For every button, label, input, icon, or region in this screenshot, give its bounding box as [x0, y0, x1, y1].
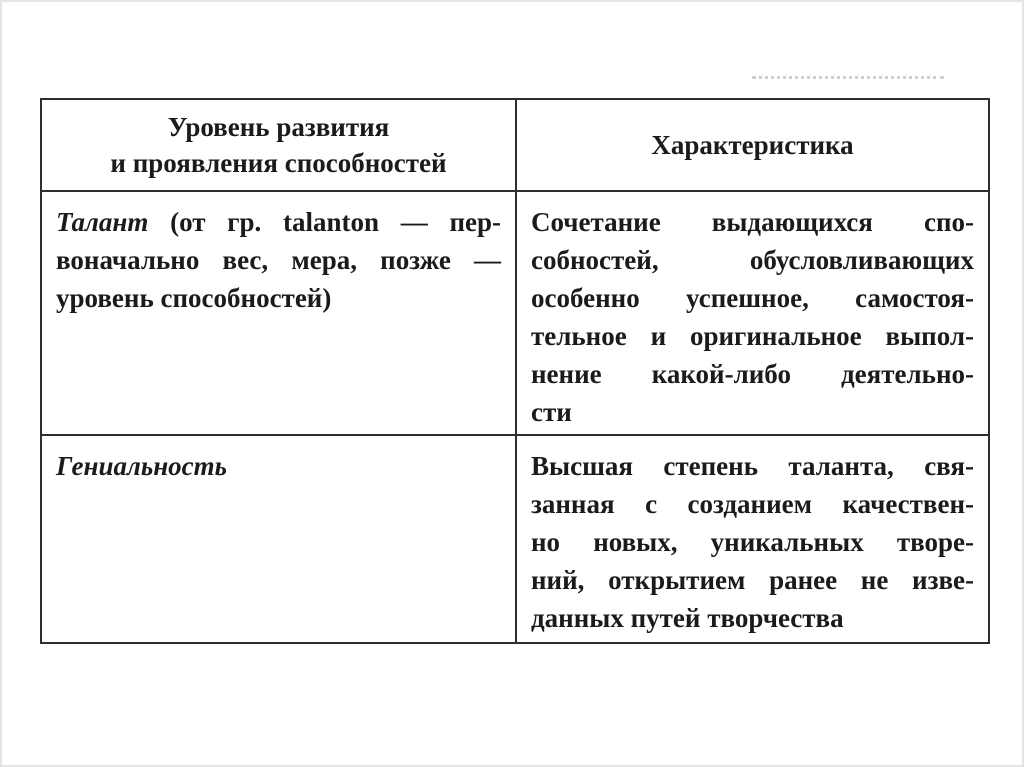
text-line: но новых, уникальных творе-: [531, 527, 974, 557]
cell-genius-term: [42, 434, 515, 642]
abilities-table: [40, 98, 990, 644]
text-line: нение какой-либо деятельно-: [531, 359, 974, 389]
text-line: Высшая степень таланта, свя-: [531, 451, 974, 481]
text-line: ний, открытием ранее не изве-: [531, 565, 974, 595]
text-line: воначально вес, мера, позже —: [56, 245, 501, 275]
text-line: собностей, обусловливающих: [531, 245, 974, 275]
header-characteristic-column: [515, 100, 988, 190]
header-level-line2: и проявления способностей: [110, 148, 447, 178]
cell-genius-characteristic: [515, 434, 988, 642]
cell-talent-characteristic: [515, 190, 988, 434]
text-line: уровень способностей): [56, 283, 332, 313]
header-level-line1: Уровень развития: [167, 112, 390, 142]
text-line: сти: [531, 397, 572, 427]
text-line: занная с созданием качествен-: [531, 489, 974, 519]
text-line: [56, 203, 501, 241]
header-characteristic-label: Характеристика: [651, 130, 854, 160]
text-line: Сочетание выдающихся спо-: [531, 207, 974, 237]
text-line: особенно успешное, самостоя-: [531, 283, 974, 313]
header-level-column: [42, 100, 515, 190]
term-talent-definition-start: (от гр. talanton — пер-: [148, 207, 501, 237]
term-genius: Гениальность: [56, 451, 228, 481]
cell-talent-term: [42, 190, 515, 434]
text-line: тельное и оригинальное выпол-: [531, 321, 974, 351]
scan-artifact-dashes: [752, 76, 944, 79]
term-talent: Талант: [56, 207, 149, 237]
text-line: данных путей творчества: [531, 603, 844, 633]
